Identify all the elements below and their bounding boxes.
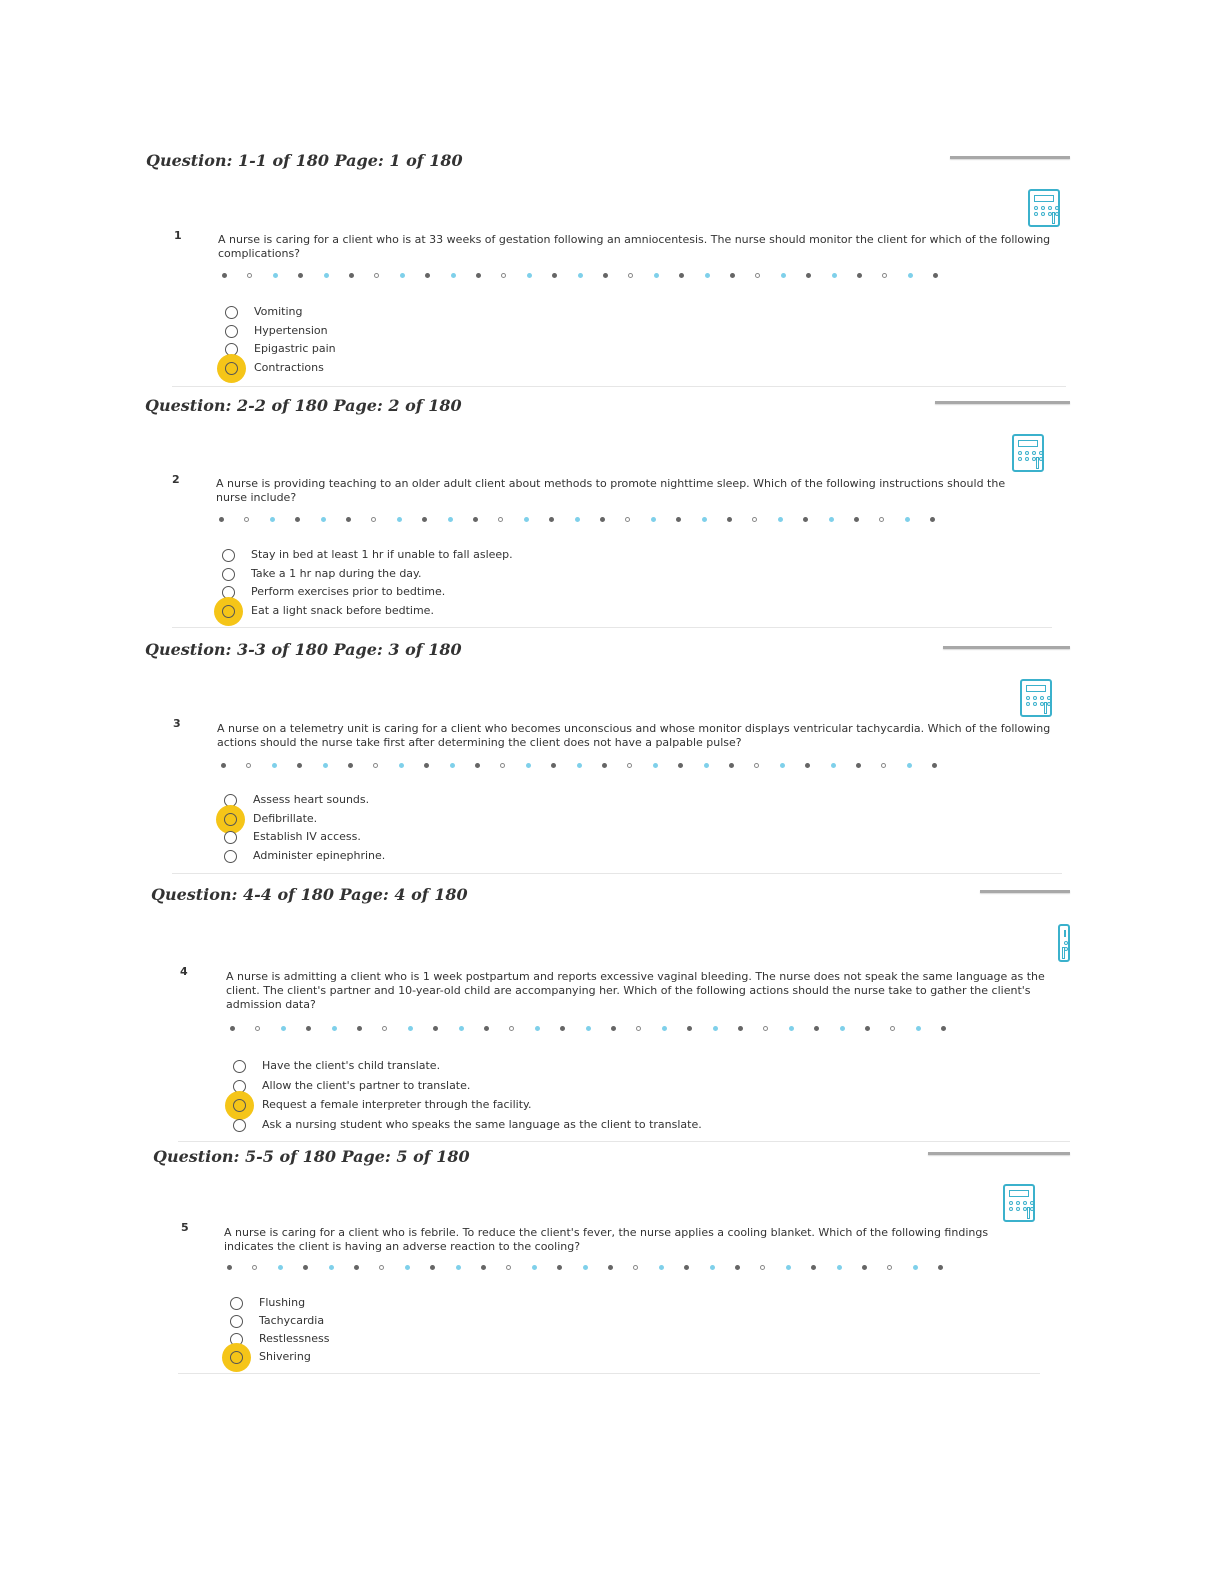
- separator-dot: [578, 273, 583, 278]
- question-header: Question: 2-2 of 180 Page: 2 of 180: [145, 396, 462, 415]
- separator-dot: [348, 763, 353, 768]
- separator-dot: [913, 1265, 918, 1270]
- answer-option[interactable]: [224, 811, 824, 829]
- answer-option[interactable]: [225, 341, 825, 359]
- header-divider: [943, 646, 1070, 649]
- separator-dot: [625, 517, 630, 522]
- separator-dot: [727, 517, 732, 522]
- separator-dot: [659, 1265, 664, 1270]
- separator-dot: [760, 1265, 765, 1270]
- calculator-keys: [1026, 696, 1052, 706]
- separator-dot: [611, 1026, 616, 1031]
- separator-dot: [481, 1265, 486, 1270]
- question-header: Question: 5-5 of 180 Page: 5 of 180: [153, 1147, 470, 1166]
- calculator-key: [1039, 457, 1043, 461]
- calculator-icon[interactable]: [1058, 924, 1070, 962]
- radio-button[interactable]: [225, 362, 238, 375]
- separator-dot: [295, 517, 300, 522]
- separator-dot: [633, 1265, 638, 1270]
- separator-dot: [270, 517, 275, 522]
- separator-dot: [552, 273, 557, 278]
- question-divider: [172, 873, 1062, 874]
- calculator-keys: [1018, 451, 1044, 461]
- calculator-key: [1025, 451, 1029, 455]
- separator-dot: [281, 1026, 286, 1031]
- separator-dot: [933, 273, 938, 278]
- separator-dot: [687, 1026, 692, 1031]
- header-divider: [950, 156, 1070, 159]
- calculator-screen: [1009, 1190, 1029, 1197]
- question-header: Question: 4-4 of 180 Page: 4 of 180: [151, 885, 468, 904]
- separator-dot: [424, 763, 429, 768]
- separator-dot: [602, 763, 607, 768]
- separator-dot: [425, 273, 430, 278]
- calculator-keys: [1009, 1201, 1035, 1211]
- separator-dot: [786, 1265, 791, 1270]
- answer-option-label: Restlessness: [259, 1332, 330, 1345]
- question-header: Question: 1-1 of 180 Page: 1 of 180: [146, 151, 463, 170]
- answer-option-label: Take a 1 hr nap during the day.: [251, 566, 422, 580]
- separator-dot: [527, 273, 532, 278]
- separator-dot: [600, 517, 605, 522]
- separator-dot: [500, 763, 505, 768]
- calculator-screen: [1026, 685, 1046, 692]
- calculator-key: [1018, 457, 1022, 461]
- separator-dot: [887, 1265, 892, 1270]
- radio-button[interactable]: [230, 1315, 243, 1328]
- separator-dot: [662, 1026, 667, 1031]
- answer-option-label: Assess heart sounds.: [253, 793, 370, 806]
- answer-option-label: Administer epinephrine.: [253, 848, 386, 862]
- calculator-key: [1040, 696, 1044, 700]
- question-divider: [178, 1141, 1070, 1142]
- calculator-icon[interactable]: [1020, 679, 1052, 717]
- separator-dot: [754, 763, 759, 768]
- question-stem: A nurse is caring for a client who is at 33 weeks of gestation following an amniocentesis. The nurse should monitor the client for which of the following complications?: [218, 233, 1051, 260]
- answer-option[interactable]: [230, 1295, 830, 1313]
- separator-dot: [459, 1026, 464, 1031]
- separator-dot: [908, 273, 913, 278]
- answer-option-label: Perform exercises prior to bedtime.: [251, 585, 446, 598]
- question-number: 3: [173, 717, 181, 730]
- calculator-key: [1025, 457, 1029, 461]
- separator-dot: [306, 1026, 311, 1031]
- separator-dot: [881, 763, 886, 768]
- separator-dot: [832, 273, 837, 278]
- calculator-enter-key: [1062, 947, 1065, 959]
- answer-option-label: Defibrillate.: [253, 811, 318, 825]
- answer-option[interactable]: [230, 1313, 830, 1331]
- separator-dot: [865, 1026, 870, 1031]
- separator-dot: [583, 1265, 588, 1270]
- question-stem: A nurse is providing teaching to an older adult client about methods to promote nighttime sleep. Which of the following instructions should the nurse include?: [216, 477, 1006, 504]
- separator-dot: [710, 1265, 715, 1270]
- answer-option[interactable]: [230, 1331, 830, 1349]
- separator-dot: [323, 763, 328, 768]
- question-number: 5: [181, 1221, 189, 1234]
- question-stem: A nurse is caring for a client who is febrile. To reduce the client's fever, the nurse applies a cooling blanket. Which of the following findings indicates the client is having an adverse reaction to the cooling?: [224, 1226, 989, 1253]
- separator-dot: [653, 763, 658, 768]
- separator-dot: [374, 273, 379, 278]
- separator-dot: [713, 1026, 718, 1031]
- calculator-screen: [1034, 195, 1054, 202]
- separator-dot: [227, 1265, 232, 1270]
- answer-option[interactable]: [222, 547, 822, 565]
- separator-dot: [506, 1265, 511, 1270]
- radio-button[interactable]: [224, 831, 237, 844]
- calculator-key: [1033, 702, 1037, 706]
- separator-dot: [735, 1265, 740, 1270]
- calculator-key: [1018, 451, 1022, 455]
- separator-dot: [814, 1026, 819, 1031]
- answer-option-label: Allow the client's partner to translate.: [262, 1078, 471, 1092]
- separator-dot: [450, 763, 455, 768]
- separator-dot: [379, 1265, 384, 1270]
- separator-dot: [678, 763, 683, 768]
- separator-dot: [879, 517, 884, 522]
- separator-dot: [557, 1265, 562, 1270]
- calculator-key: [1030, 1207, 1034, 1211]
- separator-dot: [297, 763, 302, 768]
- answer-option[interactable]: [225, 323, 825, 341]
- separator-dot: [433, 1026, 438, 1031]
- radio-button[interactable]: [222, 605, 235, 618]
- separator-dot: [332, 1026, 337, 1031]
- separator-dot: [916, 1026, 921, 1031]
- separator-dot: [930, 517, 935, 522]
- separator-dot: [230, 1026, 235, 1031]
- answer-option[interactable]: [225, 360, 825, 378]
- answer-option[interactable]: [233, 1078, 833, 1096]
- separator-dot: [551, 763, 556, 768]
- calculator-screen: [1018, 440, 1038, 447]
- separator-dot: [780, 763, 785, 768]
- separator-dot: [857, 273, 862, 278]
- header-divider: [928, 1152, 1070, 1155]
- calculator-enter-key: [1036, 457, 1039, 469]
- separator-dot: [222, 273, 227, 278]
- separator-dot: [577, 763, 582, 768]
- separator-dot: [803, 517, 808, 522]
- separator-dot: [298, 273, 303, 278]
- separator-dot: [608, 1265, 613, 1270]
- question-divider: [172, 386, 1066, 387]
- separator-dot: [778, 517, 783, 522]
- separator-dot: [346, 517, 351, 522]
- separator-dot: [535, 1026, 540, 1031]
- answer-option-label: Contractions: [254, 360, 324, 374]
- separator-dot: [603, 273, 608, 278]
- separator-dot: [509, 1026, 514, 1031]
- separator-dot: [422, 517, 427, 522]
- radio-button[interactable]: [225, 306, 238, 319]
- separator-dot: [430, 1265, 435, 1270]
- calculator-icon[interactable]: [1003, 1184, 1035, 1222]
- calculator-key: [1033, 696, 1037, 700]
- separator-dot: [938, 1265, 943, 1270]
- separator-dot: [278, 1265, 283, 1270]
- separator-dot: [575, 517, 580, 522]
- calculator-key: [1055, 206, 1059, 210]
- answer-option[interactable]: [222, 603, 822, 621]
- separator-dot: [781, 273, 786, 278]
- radio-button[interactable]: [230, 1297, 243, 1310]
- calculator-key: [1026, 702, 1030, 706]
- answer-option-label: Flushing: [259, 1296, 306, 1309]
- separator-dot: [405, 1265, 410, 1270]
- answer-option[interactable]: [233, 1097, 833, 1115]
- separator-dot: [373, 763, 378, 768]
- separator-dot: [526, 763, 531, 768]
- answer-option[interactable]: [222, 584, 822, 602]
- answer-option-label: Tachycardia: [259, 1314, 325, 1327]
- separator-dot: [806, 273, 811, 278]
- separator-dot: [837, 1265, 842, 1270]
- separator-dot: [524, 517, 529, 522]
- separator-dot: [448, 517, 453, 522]
- separator-dot: [399, 763, 404, 768]
- answer-option[interactable]: [233, 1117, 833, 1135]
- separator-dot: [371, 517, 376, 522]
- separator-dot: [907, 763, 912, 768]
- calculator-key: [1032, 451, 1036, 455]
- separator-dot: [805, 763, 810, 768]
- header-divider: [935, 401, 1070, 404]
- separator-dot: [932, 763, 937, 768]
- radio-button[interactable]: [222, 549, 235, 562]
- question-divider: [178, 1373, 1040, 1374]
- calculator-key: [1016, 1201, 1020, 1205]
- separator-dot: [303, 1265, 308, 1270]
- calculator-key: [1030, 1201, 1034, 1205]
- separator-dot: [789, 1026, 794, 1031]
- question-header: Question: 3-3 of 180 Page: 3 of 180: [145, 640, 462, 659]
- separator-dot: [905, 517, 910, 522]
- question-stem: A nurse is admitting a client who is 1 week postpartum and reports excessive vaginal bleeding. The nurse does not speak the same language as the client. The client's partner and 10-year-old child are accompanying her. Which of the following actions should the nurse take to gather the client's admission data?: [226, 970, 1045, 1011]
- radio-button[interactable]: [224, 850, 237, 863]
- separator-dot: [321, 517, 326, 522]
- separator-dot: [752, 517, 757, 522]
- answer-option[interactable]: [224, 848, 824, 866]
- question-stem: A nurse on a telemetry unit is caring for a client who becomes unconscious and whose monitor displays ventricular tachycardia. Which of the following actions should the nurse take first after determining the client does not have a palpable pulse?: [217, 722, 1051, 749]
- answer-option-label: Epigastric pain: [254, 342, 336, 355]
- answer-option-label: Ask a nursing student who speaks the same language as the client to translate.: [262, 1117, 702, 1131]
- separator-dot: [628, 273, 633, 278]
- separator-dot: [329, 1265, 334, 1270]
- separator-dot: [702, 517, 707, 522]
- separator-dot: [840, 1026, 845, 1031]
- separator-dot: [705, 273, 710, 278]
- separator-dot: [729, 763, 734, 768]
- radio-button[interactable]: [230, 1351, 243, 1364]
- answer-option-label: Eat a light snack before bedtime.: [251, 603, 434, 617]
- selected-radio-highlight[interactable]: [214, 597, 243, 626]
- separator-dot: [862, 1265, 867, 1270]
- separator-dot: [354, 1265, 359, 1270]
- answer-option[interactable]: [233, 1058, 833, 1076]
- calculator-screen: [1064, 930, 1066, 937]
- calculator-key: [1055, 212, 1059, 216]
- separator-dot: [560, 1026, 565, 1031]
- radio-button[interactable]: [233, 1099, 246, 1112]
- separator-dot: [272, 763, 277, 768]
- separator-dot: [755, 273, 760, 278]
- separator-dot: [244, 517, 249, 522]
- radio-button[interactable]: [224, 813, 237, 826]
- question-number: 1: [174, 229, 182, 242]
- calculator-enter-key: [1052, 212, 1055, 224]
- calculator-enter-key: [1044, 702, 1047, 714]
- radio-button[interactable]: [222, 568, 235, 581]
- calculator-key: [1047, 696, 1051, 700]
- separator-dot: [890, 1026, 895, 1031]
- separator-dot: [679, 273, 684, 278]
- separator-dot: [255, 1026, 260, 1031]
- radio-button[interactable]: [233, 1060, 246, 1073]
- separator-dot: [684, 1265, 689, 1270]
- separator-dot: [811, 1265, 816, 1270]
- separator-dot: [704, 763, 709, 768]
- separator-dot: [484, 1026, 489, 1031]
- calculator-key: [1064, 941, 1068, 945]
- separator-dot: [349, 273, 354, 278]
- calculator-key: [1034, 212, 1038, 216]
- selected-radio-highlight[interactable]: [222, 1343, 251, 1372]
- separator-dot: [357, 1026, 362, 1031]
- answer-option-label: Request a female interpreter through the facility.: [262, 1098, 532, 1111]
- separator-dot: [475, 763, 480, 768]
- calculator-key: [1009, 1207, 1013, 1211]
- answer-option-label: Stay in bed at least 1 hr if unable to fall asleep.: [251, 548, 513, 561]
- separator-dot: [651, 517, 656, 522]
- answer-option-label: Establish IV access.: [253, 830, 361, 843]
- calculator-key: [1016, 1207, 1020, 1211]
- separator-dot: [273, 273, 278, 278]
- separator-dot: [498, 517, 503, 522]
- separator-dot: [549, 517, 554, 522]
- separator-dot: [324, 273, 329, 278]
- separator-dot: [854, 517, 859, 522]
- selected-radio-highlight[interactable]: [217, 354, 246, 383]
- separator-dot: [738, 1026, 743, 1031]
- separator-dot: [473, 517, 478, 522]
- calculator-key: [1041, 212, 1045, 216]
- answer-option[interactable]: [225, 304, 825, 322]
- question-number: 4: [180, 965, 188, 978]
- separator-dot: [246, 763, 251, 768]
- answer-option-label: Have the client's child translate.: [262, 1059, 441, 1072]
- question-number: 2: [172, 473, 180, 486]
- separator-dot: [763, 1026, 768, 1031]
- answer-option-label: Vomiting: [254, 305, 303, 318]
- calculator-keys: [1034, 206, 1060, 216]
- separator-dot: [856, 763, 861, 768]
- separator-dot: [941, 1026, 946, 1031]
- calculator-key: [1009, 1201, 1013, 1205]
- separator-dot: [627, 763, 632, 768]
- calculator-key: [1034, 206, 1038, 210]
- separator-dot: [829, 517, 834, 522]
- calculator-icon[interactable]: [1012, 434, 1044, 472]
- answer-option-label: Shivering: [259, 1350, 311, 1363]
- separator-dot: [882, 273, 887, 278]
- separator-dot: [586, 1026, 591, 1031]
- separator-dot: [247, 273, 252, 278]
- answer-option[interactable]: [222, 566, 822, 584]
- radio-button[interactable]: [225, 325, 238, 338]
- calculator-icon[interactable]: [1028, 189, 1060, 227]
- separator-dot: [408, 1026, 413, 1031]
- separator-dot: [456, 1265, 461, 1270]
- separator-dot: [831, 763, 836, 768]
- separator-dot: [400, 273, 405, 278]
- radio-button[interactable]: [233, 1119, 246, 1132]
- header-divider: [980, 890, 1070, 893]
- separator-dot: [397, 517, 402, 522]
- separator-dot: [382, 1026, 387, 1031]
- calculator-key: [1047, 702, 1051, 706]
- answer-option[interactable]: [224, 792, 824, 810]
- answer-option[interactable]: [230, 1349, 830, 1367]
- separator-dot: [636, 1026, 641, 1031]
- separator-dot: [252, 1265, 257, 1270]
- separator-dot: [221, 763, 226, 768]
- separator-dot: [676, 517, 681, 522]
- separator-dot: [501, 273, 506, 278]
- calculator-key: [1023, 1201, 1027, 1205]
- separator-dot: [476, 273, 481, 278]
- answer-option[interactable]: [224, 829, 824, 847]
- calculator-key: [1048, 206, 1052, 210]
- separator-dot: [219, 517, 224, 522]
- separator-dot: [532, 1265, 537, 1270]
- answer-option-label: Hypertension: [254, 323, 328, 337]
- calculator-key: [1041, 206, 1045, 210]
- separator-dot: [730, 273, 735, 278]
- calculator-key: [1026, 696, 1030, 700]
- separator-dot: [654, 273, 659, 278]
- question-divider: [172, 627, 1052, 628]
- calculator-key: [1039, 451, 1043, 455]
- separator-dot: [451, 273, 456, 278]
- calculator-enter-key: [1027, 1207, 1030, 1219]
